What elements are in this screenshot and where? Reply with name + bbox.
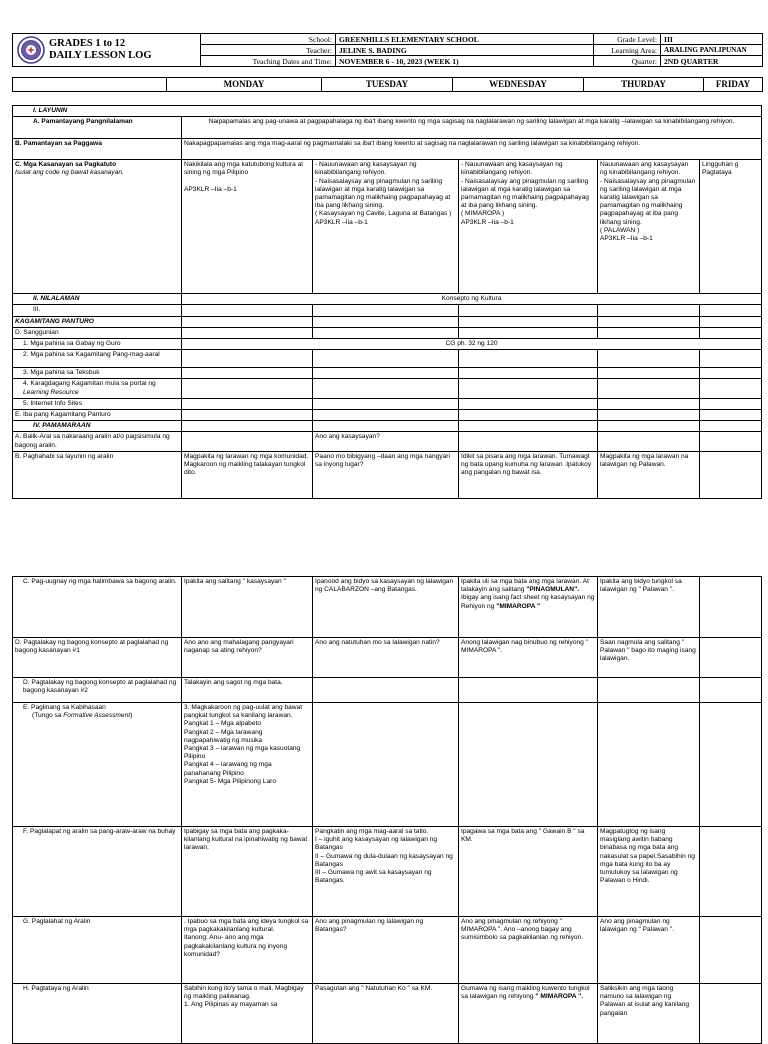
paglalahat-tuesday: Ano ang pinagmulan ng lalawigan ng Batangas? <box>313 917 459 984</box>
school-value: GREENHILLS ELEMENTARY SCHOOL <box>336 34 594 45</box>
header-table <box>12 33 763 67</box>
learning-area-value: ARALING PANLIPUNAN <box>661 45 763 56</box>
iba-pang-kagamitan-label: E. Iba pang Kagamitang Panturo <box>13 410 182 421</box>
pagtataya-thursday: Saliksikin ang mga taong namuno sa lalawigan ng Palawan at isulat ang kanilang pangalan <box>598 984 700 1044</box>
gabay-guro-text: CG ph. 32 ng 120 <box>182 339 762 350</box>
kagamitang-pang-mag-aaral-label: 2. Mga pahina sa Kagamitang Pang-mag-aaral <box>13 350 182 368</box>
days-blank-cell <box>13 78 167 92</box>
kasanayan-thursday: Nauunawaan ang kasaysayan ng kinabibilangang rehiyon. - Naisasalaysay ang pinagmulan ng sariling lalawigan at mga karatig lalawigan sa pamamagitan ng malikhaing pagpapahayag at iba pang likhang sining. ( PALAWAN ) AP3KLR –Iia –b-1 <box>598 160 700 294</box>
pagtalakay-1-tuesday: Ano ang natutuhan mo sa lalawigan natin? <box>313 638 459 678</box>
school-label: School: <box>201 34 336 45</box>
paglalahat-wednesday: Ano ang pinagmulan ng rehiyong " MIMAROPA ". Ano –anong bagay ang sumisimbolo sa pagkakilanlan ng rehiyon. <box>459 917 598 984</box>
dates-label: Teaching Dates and Time: <box>201 56 336 67</box>
log-title-line1: GRADES 1 to 12 <box>49 38 126 49</box>
pag-uugnay-tuesday: Ipanood ang bidyo sa kasaysayan ng lalawigan ng CALABARZON –ang Batangas. <box>313 577 459 638</box>
kasanayan-sub: Isulat ang code ng bawat kasanayan. <box>15 169 124 177</box>
day-monday: MONDAY <box>167 78 322 92</box>
pagtataya-wednesday <box>459 984 598 1044</box>
grade-level-value: III <box>661 34 763 45</box>
lesson-table-part1 <box>12 105 762 499</box>
paglinang-label-cell <box>13 703 182 827</box>
pagtataya-label: H. Pagtataya ng Aralin <box>13 984 182 1044</box>
pamantayang-pangnilalaman-text: Naipapamalas ang pag-unawa at pagpapahalaga ng iba't ibang kwento ng mga sagisag na naglalarawan ng sariling lalawigan at mga karatig –lalawigan sa kinabibilangang rehiyon. <box>182 117 762 139</box>
pagtataya-monday: Sabihin kung ito'y tama o mali. Magbigay ng maikling paliwanag. 1. Ang Pilipinas ay mayaman sa <box>182 984 313 1044</box>
roman-three: III. <box>13 305 182 316</box>
balik-aral-tuesday: Ano ang kasaysayan? <box>313 432 459 451</box>
dates-value: NOVEMBER 6 - 10, 2023 (WEEK 1) <box>336 56 594 67</box>
paglalahat-monday: . Ipabuo sa mga bata ang ideya tungkol sa mga pagkakakilanlang kultural. Itanong: Anu- ano ang mga pagkakakilanlang kultura ng inyong komunidad? <box>182 917 313 984</box>
deped-seal-icon <box>16 36 46 64</box>
pagtalakay-1-label: D. Pagtalakay ng bagong konsepto at paglalahad ng bagong kasanayan #1 <box>13 638 182 678</box>
pamantayan-paggawa-label: B. Pamantayan sa Paggawa <box>13 139 182 160</box>
pagtataya-wed-text: Gumawa ng isang maikling kuwento tungkol sa lalawigan ng rehiyong <box>461 985 590 1001</box>
pagtalakay-1-monday: Ano ano ang mahalagang pangyayari naganap sa ating rehiyon? <box>182 638 313 678</box>
paglinang-monday: 3. Magkakaroon ng pag-uulat ang bawat pangkat tungkol sa kanilang larawan. Pangkat 1 – Mga alpabeto Pangkat 2 – Mga larawang nagpapahiwatig ng musika Pangkat 3 – larawan ng mga kasuotang Pilipino Pangkat 4 – larawang ng mga panahanang Pilipino Pangkat 5- Mga Pilipinong Laro <box>182 703 313 827</box>
day-friday: FRIDAY <box>704 78 763 92</box>
gabay-guro-label: 1. Mga pahina sa Gabay ng Guro <box>13 339 182 350</box>
day-thursday: THURDAY <box>584 78 704 92</box>
paghahabi-tuesday: Paano mo bibigyang –daan ang mga nangyari sa inyong lugar? <box>313 451 459 498</box>
paglalapat-tuesday: Pangkatin ang mga mag-aaral sa tatlo. I – iguhit ang kasaysayan ng lalawigan ng Batangas II – Gumawa ng dula-dulaan ng kasaysayan ng Batangas III – Gumawa ng awit sa kasaysayan ng Batangas. <box>313 827 459 917</box>
kasanayan-tuesday: - Nauunawaan ang kasaysayan ng kinabibilangang rehiyon. - Naisasalaysay ang pinagmulan ng sariling lalawigan at mga karatig lalawigan sa pamamagitan ng malikhaing pagpapahayag at iba pang likhang sining. ( Kasaysayan ng Cavite, Laguna at Batangas ) AP3KLR –Iia –b-1 <box>313 160 459 294</box>
paglalapat-monday: Ipabigay sa mga bata ang pagkaka-kilanlang kultural na ipinahiwatig ng bawat larawan. <box>182 827 313 917</box>
paglalapat-wednesday: Ipagawa sa mga bata ang " Gawain B " sa KM. <box>459 827 598 917</box>
pag-uugnay-label: C. Pag-uugnay ng mga halimbawa sa bagong aralin. <box>13 577 182 638</box>
pag-uugnay-wed-text1: Ipakita uli sa mga bata ang mga larawan. At talakayin ang salitang <box>461 578 589 594</box>
pag-uugnay-wednesday <box>459 577 598 638</box>
pag-uugnay-thursday: Ipakita ang bidyo tungkol sa lalawigan ng " Palawan ". <box>598 577 700 638</box>
learning-area-label: Learning Area: <box>594 45 661 56</box>
pamantayan-paggawa-text: Nakapagpapamalas ang mga mag-aaral ng pagmamalaki sa iba't ibang kwento at sagisag na naglalarawan ng sariling lalawigan sa kinabibilangang rehiyon. <box>182 139 762 160</box>
grade-level-label: Grade Level: <box>594 34 661 45</box>
nilalaman-text: Konsepto ng Kultura <box>182 294 762 305</box>
paglalahat-thursday: Ano ang pinagmulan ng lalawigan ng " Palawan ". <box>598 917 700 984</box>
paglinang-label: E. Paglinang sa Kabihasaan <box>23 704 106 711</box>
internet-info-sites-label: 5. Internet Info Sites <box>13 398 182 409</box>
paglinang-sub-b: ) <box>130 712 133 720</box>
pagtalakay-2-monday: Talakayin ang sagot ng mga bata. <box>182 678 313 703</box>
kasanayan-wednesday: - Nauunawaan ang kasaysayan ng kinabibilangang rehiyon. - Naisasalaysay ang pinagmulan ng sariling lalawigan at mga karatig lalawigan sa pamamagitan ng malikhaing pagpapahayag at iba pang likhang sining. ( MIMAROPA ) AP3KLR –Iia –b-1 <box>459 160 598 294</box>
pagtataya-mimaropa: " MIMAROPA ". <box>535 993 584 1001</box>
paglalahat-label: G. Paglalahat ng Aralin <box>13 917 182 984</box>
section-layunin: I. LAYUNIN <box>13 106 762 117</box>
pagtataya-tuesday: Pasagutan ang " Natutuhan Ko " sa KM. <box>313 984 459 1044</box>
paghahabi-label: B. Paghahabi sa layunin ng aralin <box>13 451 182 498</box>
lesson-table-part2 <box>12 576 762 1044</box>
section-nilalaman: II. NILALAMAN <box>13 294 182 305</box>
pagtalakay-2-label: D. Pagtalakay ng bagong konsepto at paglalahad ng bagong kasanayan #2 <box>13 678 182 703</box>
teacher-label: Teacher: <box>201 45 336 56</box>
kasanayan-label: C. Mga Kasanayan sa Pagkatuto <box>15 161 117 169</box>
pagtalakay-1-wednesday: Anong lalawigan nag binubuo ng rehiyong " MIMAROPA ". <box>459 638 598 678</box>
paghahabi-monday: Magpakita ng larawan ng mga komunidad. Magkaroon ng maikling talakayan tungkol dito. <box>182 451 313 498</box>
kasanayan-monday: Nakikilala ang mga katutubong kultura at sining ng mga Pilipino AP3KLR –Iia –b-1 <box>182 160 313 294</box>
section-pamamaraan: IV. PAMAMARAAN <box>13 421 182 432</box>
paglalapat-label: F. Paglalapat ng aralin sa pang-araw-araw na buhay <box>13 827 182 917</box>
karagdagang-kagamitan-text: 4. Karagdagang Kagamitan mula sa portal ng <box>23 380 156 388</box>
formative-assessment-text: Formative Assessment <box>63 712 131 720</box>
sanggunian-label: D. Sanggunian <box>13 327 182 338</box>
paglalapat-thursday: Magpatugtog ng isang masiglang awitin habang binabasa ng mga bata ang nakasulat sa papel.Sasabihin ng mga bata kung ito ba ay tumutukoy sa lalawigan ng Palawan o Hindi. <box>598 827 700 917</box>
paghahabi-thursday: Magpakita ng mga larawan na lalawigan ng Palawan. <box>598 451 700 498</box>
karagdagang-kagamitan-label <box>13 379 182 398</box>
header-logo-cell <box>13 34 201 67</box>
kasanayan-friday: Lingguhan g Pagtataya <box>700 160 762 294</box>
quarter-value: 2ND QUARTER <box>661 56 763 67</box>
pinagmulan-text: "PINAGMULAN". <box>526 586 580 594</box>
log-title-line2: DAILY LESSON LOG <box>49 50 152 61</box>
quarter-label: Quarter: <box>594 56 661 67</box>
balik-aral-label: A. Balik-Aral sa nakaraang aralin at/o pagsisimula ng bagong aralin. <box>13 432 182 451</box>
learning-resource-text: Learning Resource <box>23 388 79 396</box>
teacher-value: JELINE S. BADING <box>336 45 594 56</box>
pamantayang-pangnilalaman-label: A. Pamantayang Pangnilalaman <box>13 117 182 139</box>
pagtalakay-1-thursday: Saan nagmula ang salitang " Palawan " bago ito maging isang lalawigan. <box>598 638 700 678</box>
mimaropa-text: "MIMAROPA " <box>496 602 541 610</box>
paghahabi-wednesday: Idikit sa pisara ang mga larawan. Tumawagt ng bata upang kumuha ng larawan .Ipatukoy ang pangalan ng bawat isa. <box>459 451 598 498</box>
days-header-row <box>12 77 763 92</box>
section-kagamitang-panturo: KAGAMITANG PANTURO <box>13 316 182 327</box>
kasanayan-label-cell <box>13 160 182 294</box>
day-wednesday: WEDNESDAY <box>453 78 584 92</box>
paglinang-sub-a: (Tungo sa <box>32 712 64 720</box>
pag-uugnay-wed-text3: Ibigay ang isang fact sheet ng kasaysayan ng Rehiyon ng <box>461 594 595 610</box>
day-tuesday: TUESDAY <box>322 78 453 92</box>
teksbuk-label: 3. Mga pahina sa Teksbuk <box>13 368 182 379</box>
pag-uugnay-monday: Ipakita ang salitang " kasaysayan " <box>182 577 313 638</box>
